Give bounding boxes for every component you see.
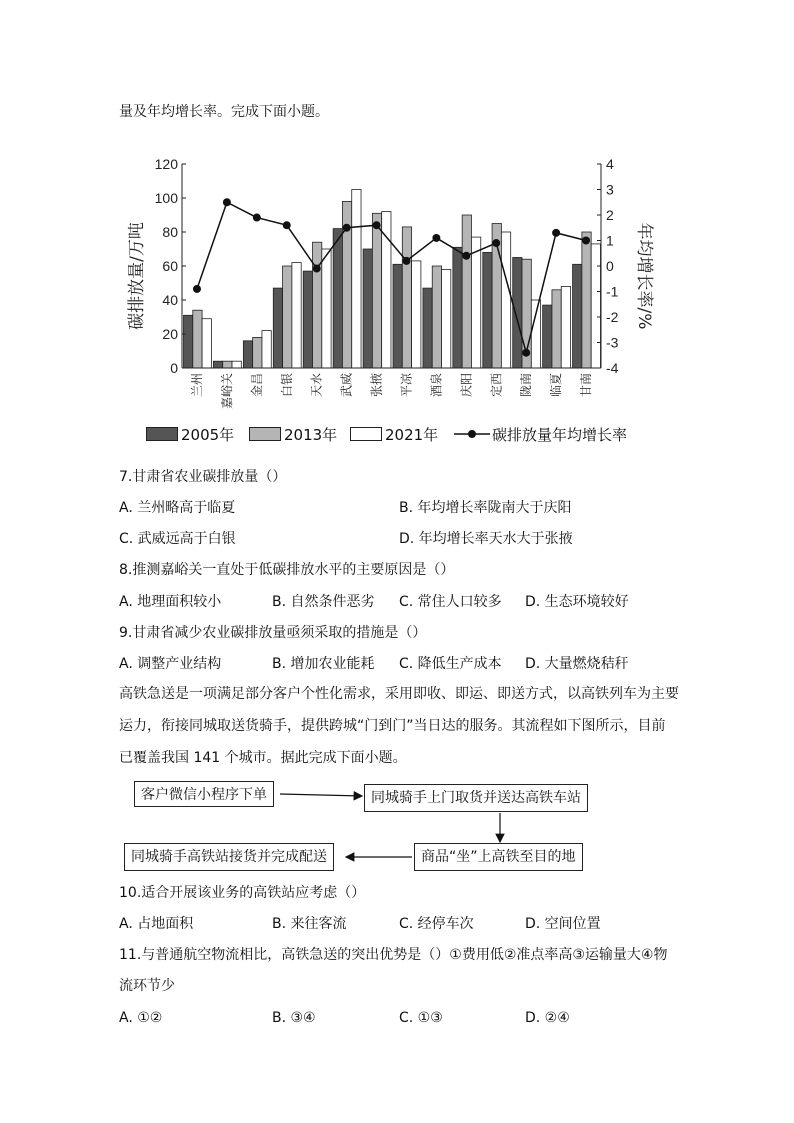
q11-option-b[interactable]: B. ③④: [272, 1010, 316, 1026]
q10-option-a[interactable]: A. 占地面积: [119, 916, 194, 932]
q8-option-d[interactable]: D. 生态环境较好: [525, 594, 629, 610]
q9-option-a[interactable]: A. 调整产业结构: [119, 656, 222, 672]
category-label: 嘉峪关: [219, 373, 234, 410]
left-tick-label: 100: [154, 190, 178, 206]
right-tick-label: -4: [606, 360, 619, 376]
legend-label-2005: 2005年: [181, 426, 235, 444]
category-label: 武威: [339, 373, 354, 398]
q11-option-a[interactable]: A. ①②: [119, 1010, 163, 1026]
q7-option-d[interactable]: D. 年均增长率天水大于张掖: [399, 531, 573, 547]
category-label: 张掖: [369, 373, 384, 398]
legend-label-growth: 碳排放量年均增长率: [492, 426, 628, 444]
flow-step-order: 客户微信小程序下单: [134, 781, 274, 807]
category-label: 天水: [309, 373, 324, 398]
right-tick-label: -3: [606, 334, 619, 351]
category-label: 甘南: [579, 373, 594, 398]
q9-stem: 9.甘肃省减少农业碳排放量亟须采取的措施是（）: [119, 625, 427, 641]
left-tick-label: 20: [162, 326, 178, 342]
legend-label-2021: 2021年: [385, 426, 439, 444]
q10-option-c[interactable]: C. 经停车次: [399, 916, 474, 932]
category-label: 白银: [279, 373, 294, 398]
right-tick-label: -1: [606, 283, 619, 300]
left-tick-label: 120: [154, 156, 178, 172]
category-label: 兰州: [189, 373, 204, 398]
category-label: 定西: [489, 373, 504, 398]
q9-option-b[interactable]: B. 增加农业能耗: [272, 656, 375, 672]
left-axis-title: 碳排放量/万吨: [127, 222, 147, 330]
passage-text: 高铁急送是一项满足部分客户个性化需求，采用即收、即运、即送方式，以高铁列车为主要运力，衔接同城取送货骑手，提供跨城“门到门”当日达的服务。其流程如下图所示，目前已覆盖我国 141 个城市。据此完成下面小题。: [119, 686, 679, 766]
right-tick-label: 4: [606, 156, 614, 172]
category-label: 酒泉: [429, 373, 444, 398]
q10-option-b[interactable]: B. 来往客流: [272, 916, 347, 932]
category-label: 金昌: [249, 373, 264, 398]
q11-stem-line2: 流环节少: [119, 978, 175, 994]
intro-text: 量及年均增长率。完成下面小题。: [119, 104, 329, 120]
q8-option-b[interactable]: B. 自然条件恶劣: [272, 594, 375, 610]
category-label: 临夏: [549, 373, 564, 398]
q7-option-a[interactable]: A. 兰州略高于临夏: [119, 500, 236, 516]
q8-stem: 8.推测嘉峪关一直处于低碳排放水平的主要原因是（）: [119, 562, 455, 578]
q11-option-d[interactable]: D. ②④: [525, 1010, 570, 1026]
flow-step-pickup: 同城骑手上门取货并送达高铁车站: [364, 784, 588, 812]
right-tick-label: 1: [606, 232, 614, 249]
q7-option-c[interactable]: C. 武威远高于白银: [119, 531, 236, 547]
legend-label-2013: 2013年: [284, 426, 338, 444]
q9-option-c[interactable]: C. 降低生产成本: [399, 656, 502, 672]
arrow-step1-to-step2: [280, 794, 362, 796]
flow-step-delivery: 同城骑手高铁站接货并完成配送: [124, 843, 334, 871]
category-label: 陇南: [519, 373, 534, 398]
q7-option-b[interactable]: B. 年均增长率陇南大于庆阳: [399, 500, 572, 516]
right-tick-label: 0: [606, 258, 614, 274]
category-label: 庆阳: [459, 373, 474, 398]
q9-option-d[interactable]: D. 大量燃烧秸秆: [525, 656, 629, 672]
q7-stem: 7.甘肃省农业碳排放量（）: [119, 469, 287, 485]
q10-option-d[interactable]: D. 空间位置: [525, 916, 601, 932]
left-tick-label: 60: [162, 258, 178, 274]
q8-option-c[interactable]: C. 常住人口较多: [399, 594, 502, 610]
left-tick-label: 80: [162, 224, 178, 240]
right-axis-title: 年均增长率/%: [634, 222, 654, 330]
right-tick-label: 2: [606, 207, 614, 223]
category-label: 平凉: [399, 373, 414, 398]
q11-option-c[interactable]: C. ①③: [399, 1010, 443, 1026]
left-tick-label: 40: [162, 292, 178, 308]
left-tick-label: 0: [170, 360, 178, 376]
q11-stem-line1: 11.与普通航空物流相比，高铁急送的突出优势是（）①费用低②准点率高③运输量大④物: [119, 947, 668, 963]
q10-stem: 10.适合开展该业务的高铁站应考虑（）: [119, 885, 366, 901]
right-tick-label: 3: [606, 181, 614, 198]
q8-option-a[interactable]: A. 地理面积较小: [119, 594, 222, 610]
right-tick-label: -2: [606, 309, 619, 325]
flow-step-rail: 商品“坐”上高铁至目的地: [414, 843, 583, 871]
